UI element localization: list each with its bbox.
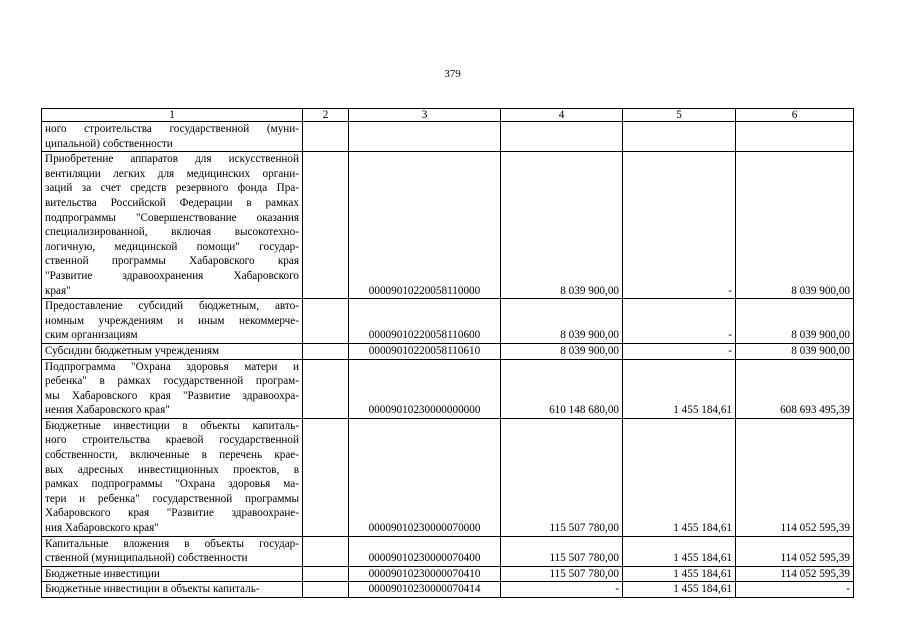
- row-code: 00009010230000070400: [349, 536, 501, 566]
- description-line: Бюджетные инвестиции в объекты капиталь-: [45, 419, 299, 432]
- description-text: [45, 344, 299, 359]
- table-row: [42, 122, 854, 152]
- table-row: [42, 566, 854, 582]
- description-line: Подпрограмма "Охрана здоровья матери и: [45, 360, 299, 373]
- description-line: Капитальные вложения в объекты государ-: [45, 537, 299, 550]
- row-amount-change: 1 455 184,61: [623, 418, 736, 536]
- description-line: вых адресных инвестиционных проектов, в: [45, 463, 299, 476]
- description-line: края": [45, 284, 71, 297]
- description-line: Бюджетные инвестиции: [45, 567, 160, 580]
- row-empty-cell: [303, 122, 349, 152]
- row-description: [42, 566, 303, 582]
- row-amount-approved: 115 507 780,00: [501, 566, 623, 582]
- row-code: 00009010220058110610: [349, 343, 501, 359]
- description-line: нения Хабаровского края": [45, 404, 170, 417]
- row-amount-change: -: [623, 343, 736, 359]
- row-code: 00009010220058110600: [349, 299, 501, 344]
- row-amount-approved: -: [501, 582, 623, 598]
- description-text: [45, 537, 299, 566]
- row-description: [42, 122, 303, 152]
- row-amount-approved: 115 507 780,00: [501, 418, 623, 536]
- table-row: [42, 359, 854, 418]
- row-description: [42, 299, 303, 344]
- description-line: тери и ребенка" государственной программы: [45, 492, 299, 505]
- row-code: 00009010220058110000: [349, 152, 501, 299]
- description-line: Приобретение аппаратов для искусственной: [45, 153, 299, 166]
- row-amount-approved: 115 507 780,00: [501, 536, 623, 566]
- description-line: рамках подпрограммы "Охрана здоровья ма-: [45, 478, 299, 491]
- table-header-row: [42, 109, 854, 122]
- description-line: Субсидии бюджетным учреждениям: [45, 344, 220, 357]
- description-line: Бюджетные инвестиции в объекты капиталь-: [45, 583, 260, 596]
- row-amount-change: 1 455 184,61: [623, 566, 736, 582]
- row-amount-approved: 8 039 900,00: [501, 299, 623, 344]
- row-amount-approved: [501, 122, 623, 152]
- row-description: [42, 536, 303, 566]
- description-text: [45, 360, 299, 418]
- row-empty-cell: [303, 418, 349, 536]
- row-code: 00009010230000070410: [349, 566, 501, 582]
- table-row: [42, 418, 854, 536]
- column-header-2: 2: [303, 109, 349, 122]
- row-amount-total: 8 039 900,00: [736, 299, 854, 344]
- description-text: [45, 299, 299, 343]
- table-row: [42, 582, 854, 598]
- column-header-6: 6: [736, 109, 854, 122]
- description-line: подпрограммы "Совершенствование оказания: [45, 211, 299, 224]
- description-line: вентиляции легких для медицинских органи-: [45, 167, 299, 180]
- row-description: [42, 418, 303, 536]
- row-amount-change: 1 455 184,61: [623, 582, 736, 598]
- row-amount-total: -: [736, 582, 854, 598]
- row-empty-cell: [303, 536, 349, 566]
- description-line: ципальной) собственности: [45, 137, 173, 150]
- row-code: 00009010230000070000: [349, 418, 501, 536]
- description-text: [45, 582, 299, 597]
- description-line: ственной программы Хабаровского края: [45, 255, 299, 268]
- row-amount-approved: 610 148 680,00: [501, 359, 623, 418]
- row-empty-cell: [303, 152, 349, 299]
- row-amount-total: 114 052 595,39: [736, 418, 854, 536]
- description-text: [45, 567, 299, 582]
- budget-table: [41, 108, 854, 598]
- row-code: [349, 122, 501, 152]
- row-empty-cell: [303, 343, 349, 359]
- row-amount-total: 8 039 900,00: [736, 152, 854, 299]
- column-header-5: 5: [623, 109, 736, 122]
- row-amount-approved: 8 039 900,00: [501, 343, 623, 359]
- row-amount-approved: 8 039 900,00: [501, 152, 623, 299]
- row-amount-change: 1 455 184,61: [623, 536, 736, 566]
- table-row: [42, 536, 854, 566]
- row-amount-total: 114 052 595,39: [736, 536, 854, 566]
- row-amount-total: 608 693 495,39: [736, 359, 854, 418]
- description-line: специализированной, включая высокотехно-: [45, 226, 299, 239]
- row-amount-change: [623, 122, 736, 152]
- description-line: мы Хабаровского края "Развитие здравоохра-: [45, 389, 299, 402]
- row-amount-change: -: [623, 299, 736, 344]
- column-header-4: 4: [501, 109, 623, 122]
- row-code: 00009010230000000000: [349, 359, 501, 418]
- row-empty-cell: [303, 299, 349, 344]
- column-header-3: 3: [349, 109, 501, 122]
- description-text: [45, 122, 299, 151]
- row-amount-total: [736, 122, 854, 152]
- description-line: ния Хабаровского края": [45, 522, 159, 535]
- description-line: ским организациям: [45, 329, 138, 342]
- row-description: [42, 582, 303, 598]
- description-line: ного строительства краевой государственной: [45, 434, 299, 447]
- description-line: собственности, включенные в перечень крае-: [45, 449, 299, 462]
- page-number: 379: [444, 68, 461, 80]
- description-line: номным учреждениям и иным некоммерче-: [45, 314, 299, 327]
- row-amount-change: 1 455 184,61: [623, 359, 736, 418]
- description-line: вительства Российской Федерации в рамках: [45, 196, 299, 209]
- row-empty-cell: [303, 582, 349, 598]
- row-amount-total: 8 039 900,00: [736, 343, 854, 359]
- description-line: Хабаровского края "Развитие здравоохране-: [45, 507, 299, 520]
- row-code: 00009010230000070414: [349, 582, 501, 598]
- column-header-1: 1: [42, 109, 303, 122]
- description-line: ственной (муниципальной) собственности: [45, 552, 248, 565]
- row-empty-cell: [303, 359, 349, 418]
- row-empty-cell: [303, 566, 349, 582]
- description-text: [45, 152, 299, 298]
- table-row: [42, 152, 854, 299]
- row-amount-change: -: [623, 152, 736, 299]
- description-text: [45, 419, 299, 536]
- description-line: логичную, медицинской помощи" государ-: [45, 240, 299, 253]
- description-line: ребенка" в рамках государственной програм-: [45, 375, 299, 388]
- row-description: [42, 359, 303, 418]
- description-line: Предоставление субсидий бюджетным, авто-: [45, 300, 299, 313]
- row-amount-total: 114 052 595,39: [736, 566, 854, 582]
- row-description: [42, 152, 303, 299]
- table-row: [42, 343, 854, 359]
- description-line: ного строительства государственной (муни-: [45, 123, 299, 135]
- description-line: заций за счет средств резервного фонда Пра-: [45, 182, 299, 195]
- description-line: "Развитие здравоохранения Хабаровского: [45, 269, 299, 282]
- table-row: [42, 299, 854, 344]
- row-description: [42, 343, 303, 359]
